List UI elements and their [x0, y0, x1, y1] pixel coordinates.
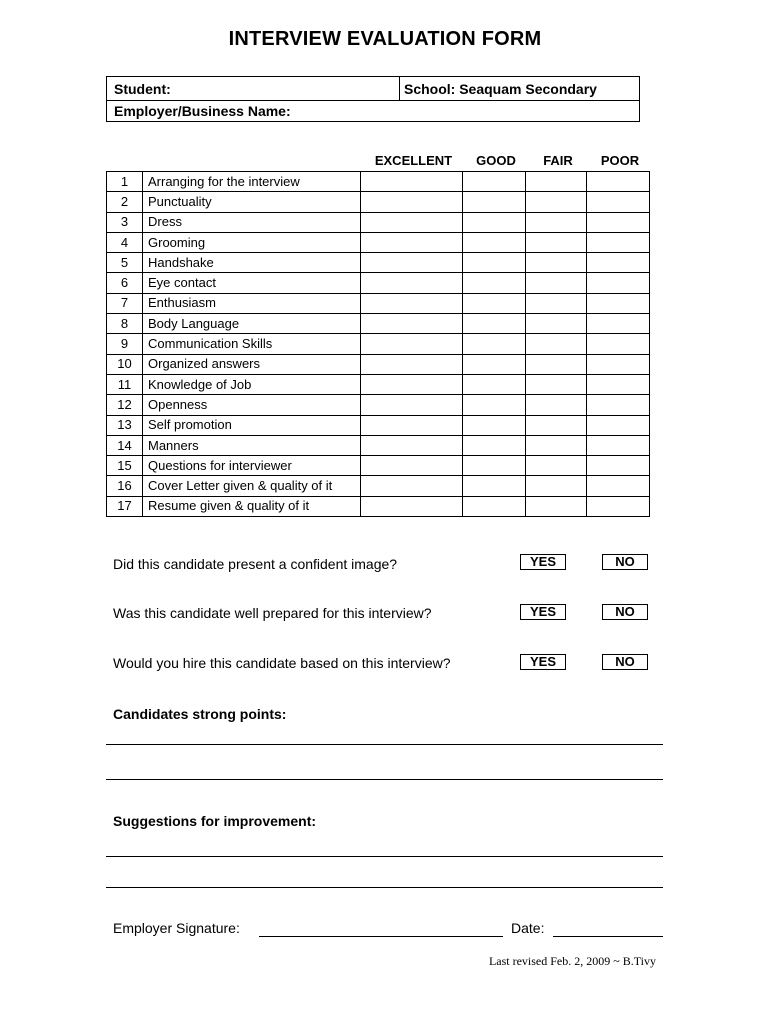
item-label: Arranging for the interview	[143, 172, 361, 192]
signature-line[interactable]	[259, 936, 503, 937]
header-divider	[399, 77, 400, 100]
hire-no-box[interactable]: NO	[602, 654, 648, 670]
rating-cell-fair[interactable]	[526, 172, 587, 192]
rating-cell-poor[interactable]	[587, 232, 650, 252]
hire-yes-box[interactable]: YES	[520, 654, 566, 670]
rating-cell-good[interactable]	[463, 354, 526, 374]
rating-cell-good[interactable]	[463, 253, 526, 273]
rating-cell-good[interactable]	[463, 456, 526, 476]
rating-cell-good[interactable]	[463, 395, 526, 415]
rating-cell-excellent[interactable]	[361, 334, 463, 354]
rating-cell-good[interactable]	[463, 374, 526, 394]
item-label: Handshake	[143, 253, 361, 273]
item-number: 14	[107, 435, 143, 455]
item-number: 6	[107, 273, 143, 293]
rating-cell-excellent[interactable]	[361, 354, 463, 374]
rating-row	[107, 496, 650, 516]
rating-cell-poor[interactable]	[587, 314, 650, 334]
item-label: Dress	[143, 212, 361, 232]
confident-yes-box[interactable]: YES	[520, 554, 566, 570]
rating-cell-good[interactable]	[463, 293, 526, 313]
rating-cell-fair[interactable]	[526, 212, 587, 232]
rating-row	[107, 354, 650, 374]
item-label: Self promotion	[143, 415, 361, 435]
strong-points-label: Candidates strong points:	[113, 706, 287, 722]
item-number: 15	[107, 456, 143, 476]
item-number: 12	[107, 395, 143, 415]
rating-cell-fair[interactable]	[526, 253, 587, 273]
improvement-line-2[interactable]	[106, 887, 663, 888]
rating-cell-fair[interactable]	[526, 232, 587, 252]
rating-cell-poor[interactable]	[587, 374, 650, 394]
column-header-good: GOOD	[476, 153, 516, 168]
item-label: Body Language	[143, 314, 361, 334]
rating-row	[107, 212, 650, 232]
rating-row	[107, 395, 650, 415]
item-label: Cover Letter given & quality of it	[143, 476, 361, 496]
item-number: 11	[107, 374, 143, 394]
rating-cell-good[interactable]	[463, 435, 526, 455]
rating-cell-excellent[interactable]	[361, 273, 463, 293]
rating-cell-fair[interactable]	[526, 192, 587, 212]
improvement-line-1[interactable]	[106, 856, 663, 857]
rating-cell-excellent[interactable]	[361, 496, 463, 516]
rating-cell-fair[interactable]	[526, 496, 587, 516]
item-label: Communication Skills	[143, 334, 361, 354]
date-line[interactable]	[553, 936, 663, 937]
rating-row	[107, 314, 650, 334]
rating-cell-fair[interactable]	[526, 374, 587, 394]
rating-cell-fair[interactable]	[526, 354, 587, 374]
rating-cell-excellent[interactable]	[361, 293, 463, 313]
student-label: Student:	[114, 81, 171, 97]
rating-cell-excellent[interactable]	[361, 314, 463, 334]
rating-row	[107, 232, 650, 252]
rating-cell-poor[interactable]	[587, 334, 650, 354]
rating-cell-poor[interactable]	[587, 435, 650, 455]
rating-cell-fair[interactable]	[526, 293, 587, 313]
date-label: Date:	[511, 920, 545, 936]
school-label: School: Seaquam Secondary	[404, 81, 597, 97]
item-label: Resume given & quality of it	[143, 496, 361, 516]
rating-row	[107, 293, 650, 313]
question-well-prepared: Was this candidate well prepared for this interview?	[113, 605, 432, 621]
rating-cell-poor[interactable]	[587, 496, 650, 516]
item-number: 7	[107, 293, 143, 313]
rating-cell-excellent[interactable]	[361, 456, 463, 476]
rating-cell-poor[interactable]	[587, 273, 650, 293]
rating-cell-excellent[interactable]	[361, 192, 463, 212]
rating-cell-poor[interactable]	[587, 172, 650, 192]
employer-label: Employer/Business Name:	[114, 103, 291, 119]
column-header-poor: POOR	[600, 153, 640, 168]
strong-points-line-1[interactable]	[106, 744, 663, 745]
rating-cell-excellent[interactable]	[361, 374, 463, 394]
item-label: Openness	[143, 395, 361, 415]
rating-row	[107, 476, 650, 496]
header-info-box	[106, 76, 640, 122]
item-number: 8	[107, 314, 143, 334]
item-number: 2	[107, 192, 143, 212]
column-header-excellent: EXCELLENT	[374, 153, 453, 168]
rating-cell-good[interactable]	[463, 476, 526, 496]
item-label: Grooming	[143, 232, 361, 252]
rating-cell-fair[interactable]	[526, 435, 587, 455]
rating-cell-good[interactable]	[463, 172, 526, 192]
rating-cell-poor[interactable]	[587, 476, 650, 496]
rating-cell-poor[interactable]	[587, 354, 650, 374]
rating-cell-poor[interactable]	[587, 293, 650, 313]
rating-cell-poor[interactable]	[587, 395, 650, 415]
rating-row	[107, 172, 650, 192]
rating-cell-fair[interactable]	[526, 314, 587, 334]
rating-row	[107, 456, 650, 476]
signature-label: Employer Signature:	[113, 920, 240, 936]
item-label: Knowledge of Job	[143, 374, 361, 394]
item-number: 16	[107, 476, 143, 496]
rating-cell-poor[interactable]	[587, 456, 650, 476]
item-number: 4	[107, 232, 143, 252]
rating-row	[107, 253, 650, 273]
rating-cell-good[interactable]	[463, 415, 526, 435]
rating-cell-poor[interactable]	[587, 192, 650, 212]
rating-cell-excellent[interactable]	[361, 435, 463, 455]
rating-cell-fair[interactable]	[526, 273, 587, 293]
item-label: Questions for interviewer	[143, 456, 361, 476]
rating-row	[107, 415, 650, 435]
rating-cell-good[interactable]	[463, 273, 526, 293]
rating-row	[107, 374, 650, 394]
item-number: 5	[107, 253, 143, 273]
rating-cell-poor[interactable]	[587, 212, 650, 232]
item-number: 10	[107, 354, 143, 374]
rating-cell-poor[interactable]	[587, 253, 650, 273]
item-number: 9	[107, 334, 143, 354]
item-label: Eye contact	[143, 273, 361, 293]
rating-cell-excellent[interactable]	[361, 395, 463, 415]
rating-cell-fair[interactable]	[526, 476, 587, 496]
rating-cell-poor[interactable]	[587, 415, 650, 435]
item-number: 1	[107, 172, 143, 192]
confident-no-box[interactable]: NO	[602, 554, 648, 570]
rating-row	[107, 273, 650, 293]
rating-row	[107, 192, 650, 212]
item-label: Manners	[143, 435, 361, 455]
question-would-hire: Would you hire this candidate based on this interview?	[113, 655, 451, 671]
rating-row	[107, 334, 650, 354]
rating-cell-excellent[interactable]	[361, 212, 463, 232]
form-title: INTERVIEW EVALUATION FORM	[228, 28, 542, 50]
rating-cell-good[interactable]	[463, 496, 526, 516]
rating-cell-excellent[interactable]	[361, 232, 463, 252]
rating-cell-good[interactable]	[463, 314, 526, 334]
item-number: 13	[107, 415, 143, 435]
rating-cell-fair[interactable]	[526, 395, 587, 415]
rating-cell-excellent[interactable]	[361, 172, 463, 192]
rating-cell-excellent[interactable]	[361, 415, 463, 435]
rating-cell-fair[interactable]	[526, 334, 587, 354]
rating-cell-excellent[interactable]	[361, 253, 463, 273]
revision-footer: Last revised Feb. 2, 2009 ~ B.Tivy	[488, 954, 656, 968]
item-label: Enthusiasm	[143, 293, 361, 313]
rating-cell-fair[interactable]	[526, 415, 587, 435]
column-header-fair: FAIR	[543, 153, 573, 168]
item-label: Organized answers	[143, 354, 361, 374]
item-number: 17	[107, 496, 143, 516]
rating-cell-good[interactable]	[463, 232, 526, 252]
prepared-no-box[interactable]: NO	[602, 604, 648, 620]
rating-cell-good[interactable]	[463, 212, 526, 232]
strong-points-line-2[interactable]	[106, 779, 663, 780]
rating-cell-excellent[interactable]	[361, 476, 463, 496]
improvement-label: Suggestions for improvement:	[113, 813, 317, 829]
prepared-yes-box[interactable]: YES	[520, 604, 566, 620]
rating-row	[107, 435, 650, 455]
rating-table	[106, 171, 650, 517]
rating-cell-good[interactable]	[463, 334, 526, 354]
item-number: 3	[107, 212, 143, 232]
rating-cell-fair[interactable]	[526, 456, 587, 476]
item-label: Punctuality	[143, 192, 361, 212]
question-confident-image: Did this candidate present a confident image?	[113, 556, 398, 572]
rating-cell-good[interactable]	[463, 192, 526, 212]
